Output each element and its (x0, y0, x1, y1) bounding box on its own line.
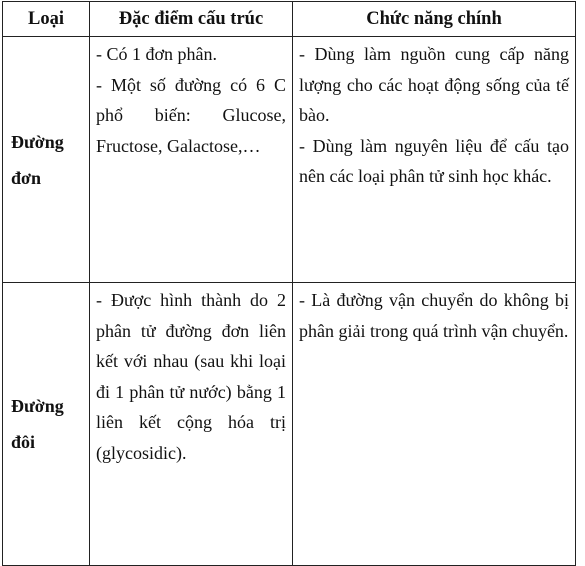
header-row (3, 2, 576, 37)
structure-cell-monosaccharide (90, 37, 293, 283)
type-cell-disaccharide: Đường đôi (3, 283, 90, 566)
table-body (3, 37, 576, 566)
table-row-monosaccharide (3, 37, 576, 283)
table-row-disaccharide (3, 283, 576, 566)
type-cell-monosaccharide: Đường đơn (3, 37, 90, 283)
function-line: - Là đường vận chuyển do không bị phân giải trong quá trình vận chuyển. (299, 290, 569, 341)
carbohydrate-table (2, 1, 576, 566)
function-cell-monosaccharide (293, 37, 576, 283)
function-line: - Dùng làm nguyên liệu để cấu tạo nên các loại phân tử sinh học khác. (299, 135, 569, 186)
structure-cell-disaccharide (90, 283, 293, 566)
table-header (3, 2, 576, 37)
structure-line: - Có 1 đơn phân. (96, 44, 218, 64)
structure-line: - Được hình thành do 2 phân tử đường đơn liên kết với nhau (sau khi loại đi 1 phân tử nước) bằng 1 liên kết cộng hóa trị (glycosidic). (96, 290, 286, 463)
header-type: Loại (3, 2, 90, 37)
header-function: Chức năng chính (293, 2, 576, 37)
function-line: - Dùng làm nguồn cung cấp năng lượng cho các hoạt động sống của tế bào. (299, 44, 569, 125)
header-structure: Đặc điểm cấu trúc (90, 2, 293, 37)
structure-line: - Một số đường có 6 C phổ biến: Glucose, Fructose, Galactose,… (96, 74, 286, 156)
function-cell-disaccharide (293, 283, 576, 566)
